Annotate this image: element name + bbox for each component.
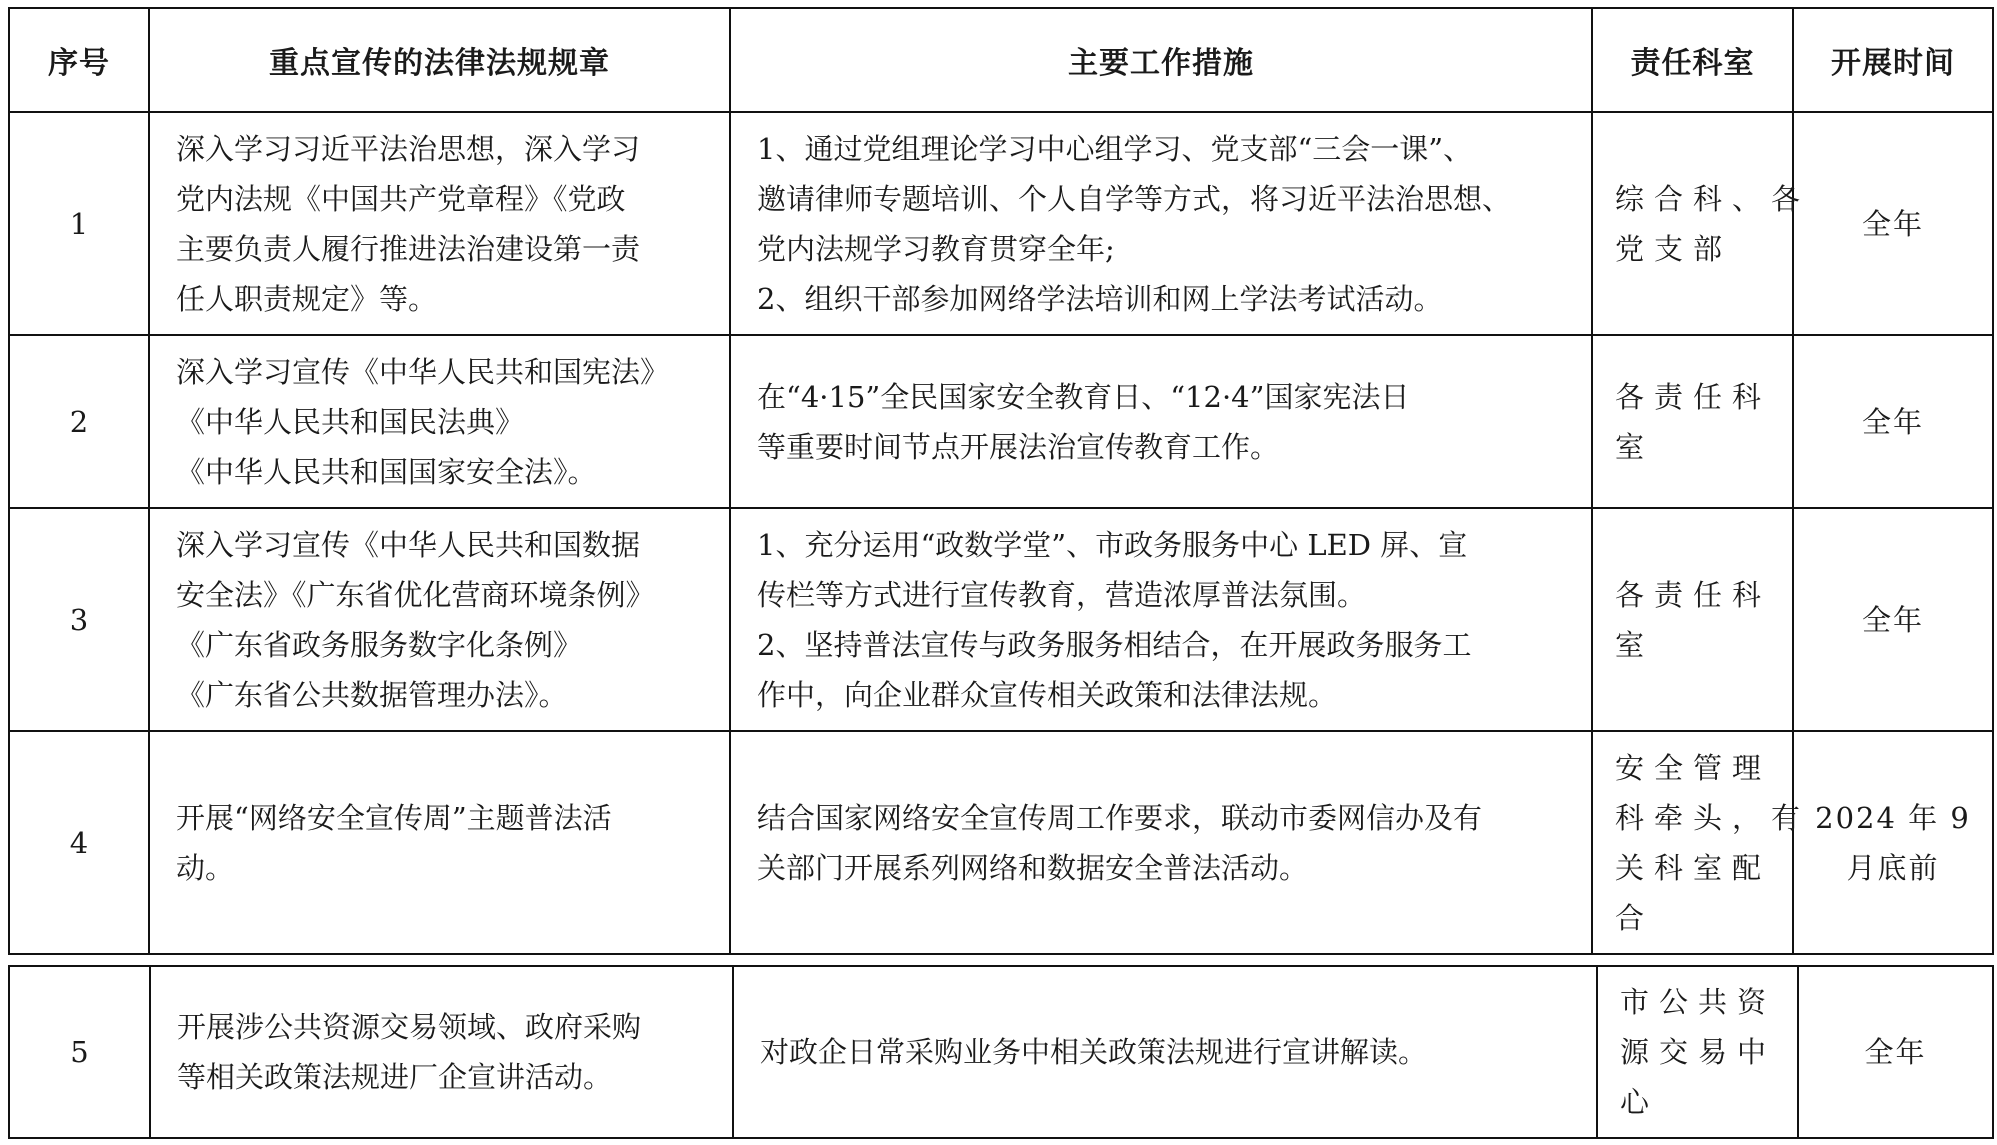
time-line: 全年 — [1864, 1035, 1927, 1069]
time-line: 2024 年 9 — [1815, 800, 1971, 835]
measure-line: 2、组织干部参加网络学法培训和网上学法考试活动。 — [757, 281, 1443, 316]
measure-line: 对政企日常采购业务中相关政策法规进行宣讲解读。 — [760, 1035, 1428, 1069]
law-cell — [149, 335, 730, 508]
dept-line: 党支部 — [1615, 231, 1733, 266]
dept-line: 关科室配 — [1615, 850, 1772, 885]
law-line: 深入学习宣传《中华人民共和国数据 — [176, 527, 641, 562]
dept-line: 市公共资 — [1620, 985, 1777, 1019]
law-line: 党内法规《中国共产党章程》《党政 — [176, 181, 626, 216]
law-cell — [149, 731, 730, 954]
dept-cell — [1592, 335, 1793, 508]
measure-line: 2、坚持普法宣传与政务服务相结合，在开展政务服务工 — [757, 627, 1472, 662]
law-cell — [149, 508, 730, 731]
time-cell — [1798, 966, 1993, 1138]
time-cell — [1793, 112, 1993, 335]
row-number: 3 — [9, 508, 149, 731]
measure-line: 党内法规学习教育贯穿全年; — [757, 231, 1115, 266]
time-line: 月底前 — [1846, 850, 1940, 885]
measure-line: 结合国家网络安全宣传周工作要求，联动市委网信办及有 — [757, 800, 1483, 835]
table-row — [9, 731, 1993, 954]
law-line: 《广东省政务服务数字化条例》 — [176, 627, 583, 662]
time-line: 全年 — [1861, 602, 1924, 637]
measures-cell — [730, 731, 1592, 954]
row-number: 4 — [9, 731, 149, 954]
law-line: 动。 — [176, 850, 235, 885]
law-line: 开展涉公共资源交易领域、政府采购 — [177, 1010, 642, 1044]
measure-line: 传栏等方式进行宣传教育，营造浓厚普法氛围。 — [757, 577, 1367, 612]
law-publicity-table-continued — [8, 965, 1994, 1139]
header-measures: 主要工作措施 — [730, 8, 1592, 112]
dept-line: 各责任科 — [1615, 577, 1772, 612]
law-line: 《广东省公共数据管理办法》。 — [176, 677, 568, 712]
dept-cell — [1597, 966, 1798, 1138]
dept-line: 合 — [1615, 900, 1655, 935]
law-line: 等相关政策法规进厂企宣讲活动。 — [177, 1060, 613, 1094]
table-row — [9, 335, 1993, 508]
law-cell — [150, 966, 733, 1138]
dept-line: 科牵头，有 — [1615, 800, 1811, 835]
law-line: 主要负责人履行推进法治建设第一责 — [176, 231, 641, 266]
measure-line: 作中，向企业群众宣传相关政策和法律法规。 — [757, 677, 1338, 712]
header-no: 序号 — [9, 8, 149, 112]
dept-line: 心 — [1620, 1085, 1660, 1119]
header-dept: 责任科室 — [1592, 8, 1793, 112]
dept-line: 室 — [1615, 429, 1655, 464]
measures-cell — [730, 112, 1592, 335]
measure-line: 1、通过党组理论学习中心组学习、党支部“三会一课”、 — [757, 131, 1473, 166]
dept-line: 安全管理 — [1615, 750, 1772, 785]
dept-cell — [1592, 508, 1793, 731]
time-line: 全年 — [1861, 404, 1924, 439]
measure-line: 邀请律师专题培训、个人自学等方式，将习近平法治思想、 — [757, 181, 1512, 216]
time-line: 全年 — [1861, 206, 1924, 241]
dept-line: 各责任科 — [1615, 379, 1772, 414]
measures-cell — [730, 508, 1592, 731]
table-row — [9, 112, 1993, 335]
dept-line: 源交易中 — [1620, 1035, 1777, 1069]
table-row — [9, 508, 1993, 731]
time-cell — [1793, 508, 1993, 731]
law-line: 深入学习习近平法治思想，深入学习 — [176, 131, 641, 166]
header-law: 重点宣传的法律法规规章 — [149, 8, 730, 112]
row-number: 1 — [9, 112, 149, 335]
measure-line: 在“4·15”全民国家安全教育日、“12·4”国家宪法日 — [757, 379, 1410, 414]
law-line: 《中华人民共和国国家安全法》。 — [176, 454, 597, 489]
law-line: 开展“网络安全宣传周”主题普法活 — [176, 800, 612, 835]
table-row — [9, 966, 1993, 1138]
measures-cell — [733, 966, 1597, 1138]
law-publicity-table — [8, 7, 1994, 955]
law-line: 任人职责规定》等。 — [176, 281, 438, 316]
header-time: 开展时间 — [1793, 8, 1993, 112]
dept-line: 室 — [1615, 627, 1655, 662]
measure-line: 关部门开展系列网络和数据安全普法活动。 — [757, 850, 1309, 885]
law-line: 《中华人民共和国民法典》 — [176, 404, 525, 439]
row-number: 5 — [9, 966, 150, 1138]
measure-line: 1、充分运用“政数学堂”、市政务服务中心 LED 屏、宣 — [757, 527, 1468, 562]
measures-cell — [730, 335, 1592, 508]
dept-cell — [1592, 112, 1811, 335]
dept-line: 综合科、各 — [1615, 181, 1811, 216]
law-cell — [149, 112, 730, 335]
time-cell — [1793, 731, 1993, 954]
row-number: 2 — [9, 335, 149, 508]
table-header-row — [9, 8, 1993, 112]
law-line: 安全法》《广东省优化营商环境条例》 — [176, 577, 655, 612]
measure-line: 等重要时间节点开展法治宣传教育工作。 — [757, 429, 1280, 464]
dept-cell — [1592, 731, 1811, 954]
law-line: 深入学习宣传《中华人民共和国宪法》 — [176, 354, 670, 389]
time-cell — [1793, 335, 1993, 508]
